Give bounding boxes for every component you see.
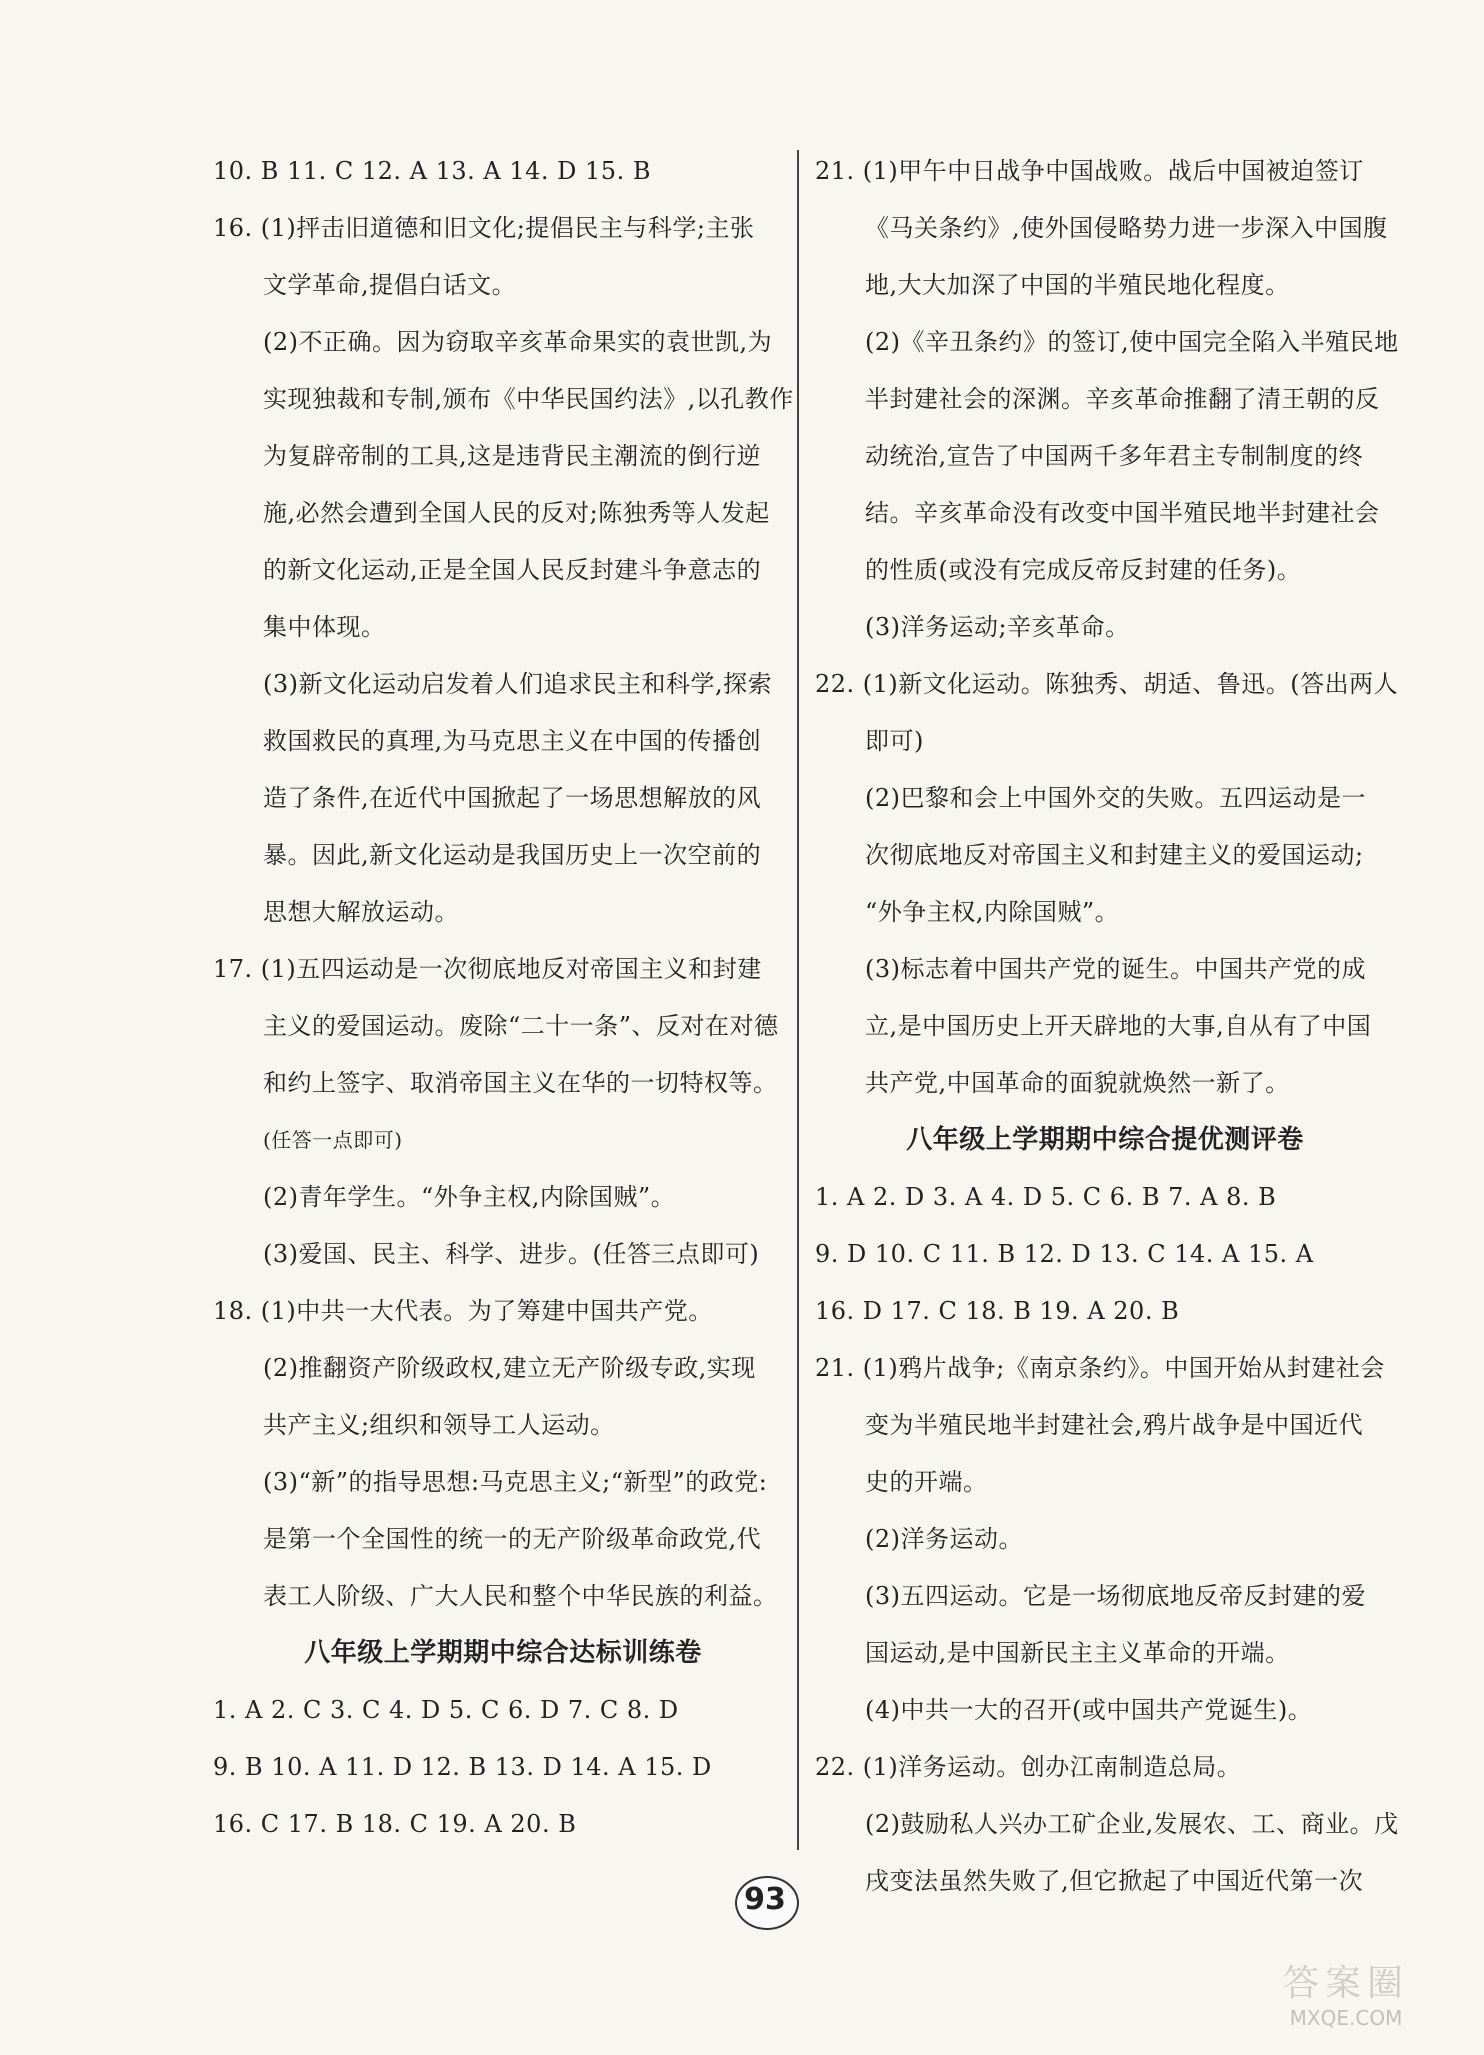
answer-line: 22. (1)新文化运动。陈独秀、胡适、鲁迅。(答出两人 bbox=[815, 670, 1399, 698]
answer-line: 即可) bbox=[865, 727, 924, 755]
answer-line: 为复辟帝制的工具,这是违背民主潮流的倒行逆 bbox=[263, 442, 762, 470]
answer-line: (3)五四运动。它是一场彻底地反帝反封建的爱 bbox=[865, 1582, 1366, 1610]
answer-line: (4)中共一大的召开(或中国共产党诞生)。 bbox=[865, 1696, 1313, 1724]
answer-line: 动统治,宣告了中国两千多年君主专制制度的终 bbox=[865, 442, 1364, 470]
answer-line: 的新文化运动,正是全国人民反封建斗争意志的 bbox=[263, 556, 762, 584]
answer-line: 10. B 11. C 12. A 13. A 14. D 15. B bbox=[213, 157, 651, 185]
answer-line: (2)《辛丑条约》的签订,使中国完全陷入半殖民地 bbox=[865, 328, 1399, 356]
answer-line: 21. (1)甲午中日战争中国战败。战后中国被迫签订 bbox=[815, 157, 1364, 185]
watermark-logo bbox=[1236, 1955, 1456, 2035]
answer-line: 共产党,中国革命的面貌就焕然一新了。 bbox=[865, 1069, 1290, 1097]
answer-line: (任答一点即可) bbox=[263, 1128, 403, 1152]
section-heading: 八年级上学期期中综合达标训练卷 bbox=[304, 1638, 702, 1668]
answer-line: (3)新文化运动启发着人们追求民主和科学,探索 bbox=[263, 670, 773, 698]
answer-line: 《马关条约》,使外国侵略势力进一步深入中国腹 bbox=[865, 214, 1388, 242]
section-heading: 八年级上学期期中综合提优测评卷 bbox=[906, 1125, 1304, 1155]
column-divider bbox=[797, 150, 799, 1850]
page-number: 93 bbox=[744, 1882, 786, 1917]
answer-line: 1. A 2. C 3. C 4. D 5. C 6. D 7. C 8. D bbox=[213, 1696, 679, 1724]
answer-line: (2)青年学生。“外争主权,内除国贼”。 bbox=[263, 1183, 676, 1211]
answer-line: (3)爱国、民主、科学、进步。(任答三点即可) bbox=[263, 1240, 760, 1268]
answer-line: (3)洋务运动;辛亥革命。 bbox=[865, 613, 1130, 641]
answer-line: 造了条件,在近代中国掀起了一场思想解放的风 bbox=[263, 784, 762, 812]
answer-line: 的性质(或没有完成反帝反封建的任务)。 bbox=[865, 556, 1302, 584]
answer-line: 实现独裁和专制,颁布《中华民国约法》,以孔教作 bbox=[263, 385, 794, 413]
answer-line: 16. C 17. B 18. C 19. A 20. B bbox=[213, 1810, 577, 1838]
answer-line: 变为半殖民地半封建社会,鸦片战争是中国近代 bbox=[865, 1411, 1364, 1439]
answer-line: 共产主义;组织和领导工人运动。 bbox=[263, 1411, 615, 1439]
answer-line: 暴。因此,新文化运动是我国历史上一次空前的 bbox=[263, 841, 762, 869]
answer-line: 思想大解放运动。 bbox=[263, 898, 459, 926]
answer-line: 18. (1)中共一大代表。为了筹建中国共产党。 bbox=[213, 1297, 713, 1325]
answer-line: 和约上签字、取消帝国主义在华的一切特权等。 bbox=[263, 1069, 778, 1097]
answer-line: 次彻底地反对帝国主义和封建主义的爱国运动; bbox=[865, 841, 1364, 869]
answer-line: 文学革命,提倡白话文。 bbox=[263, 271, 517, 299]
answer-line: 救国救民的真理,为马克思主义在中国的传播创 bbox=[263, 727, 762, 755]
answer-line: 22. (1)洋务运动。创办江南制造总局。 bbox=[815, 1753, 1242, 1781]
answer-line: 地,大大加深了中国的半殖民地化程度。 bbox=[865, 271, 1290, 299]
answer-line: 施,必然会遭到全国人民的反对;陈独秀等人发起 bbox=[263, 499, 770, 527]
answer-line: (2)鼓励私人兴办工矿企业,发展农、工、商业。戊 bbox=[865, 1810, 1399, 1838]
answer-line: 21. (1)鸦片战争;《南京条约》。中国开始从封建社会 bbox=[815, 1354, 1385, 1382]
right-column bbox=[815, 143, 1399, 1910]
watermark-url: MXQE.COM bbox=[1289, 2006, 1403, 2030]
left-column bbox=[213, 143, 793, 1853]
answer-line: 主义的爱国运动。废除“二十一条”、反对在对德 bbox=[263, 1012, 779, 1040]
answer-line: 16. D 17. C 18. B 19. A 20. B bbox=[815, 1297, 1180, 1325]
answer-line: 立,是中国历史上开天辟地的大事,自从有了中国 bbox=[865, 1012, 1372, 1040]
answer-line: 9. D 10. C 11. B 12. D 13. C 14. A 15. A bbox=[815, 1240, 1314, 1268]
page-number-badge bbox=[700, 1866, 820, 1946]
answer-line: 16. (1)抨击旧道德和旧文化;提倡民主与科学;主张 bbox=[213, 214, 755, 242]
answer-line: (3)标志着中国共产党的诞生。中国共产党的成 bbox=[865, 955, 1366, 983]
answer-line: 是第一个全国性的统一的无产阶级革命政党,代 bbox=[263, 1525, 762, 1553]
answer-line: 17. (1)五四运动是一次彻底地反对帝国主义和封建 bbox=[213, 955, 762, 983]
answer-line: 9. B 10. A 11. D 12. B 13. D 14. A 15. D bbox=[213, 1753, 712, 1781]
answer-line: 表工人阶级、广大人民和整个中华民族的利益。 bbox=[263, 1582, 778, 1610]
answer-line: 国运动,是中国新民主主义革命的开端。 bbox=[865, 1639, 1290, 1667]
answer-line: 集中体现。 bbox=[263, 613, 386, 641]
answer-line: (2)洋务运动。 bbox=[865, 1525, 1023, 1553]
answer-line: 半封建社会的深渊。辛亥革命推翻了清王朝的反 bbox=[865, 385, 1380, 413]
answer-line: 戌变法虽然失败了,但它掀起了中国近代第一次 bbox=[865, 1867, 1364, 1895]
answer-line: (2)推翻资产阶级政权,建立无产阶级专政,实现 bbox=[263, 1354, 756, 1382]
answer-line: 史的开端。 bbox=[865, 1468, 988, 1496]
answer-line: 1. A 2. D 3. A 4. D 5. C 6. B 7. A 8. B bbox=[815, 1183, 1277, 1211]
watermark-title: 答案圈 bbox=[1282, 1963, 1409, 2004]
answer-line: “外争主权,内除国贼”。 bbox=[865, 898, 1120, 926]
answer-line: (3)“新”的指导思想:马克思主义;“新型”的政党: bbox=[263, 1468, 768, 1496]
answer-line: 结。辛亥革命没有改变中国半殖民地半封建社会 bbox=[865, 499, 1380, 527]
answer-line: (2)巴黎和会上中国外交的失败。五四运动是一 bbox=[865, 784, 1366, 812]
answer-line: (2)不正确。因为窃取辛亥革命果实的袁世凯,为 bbox=[263, 328, 773, 356]
